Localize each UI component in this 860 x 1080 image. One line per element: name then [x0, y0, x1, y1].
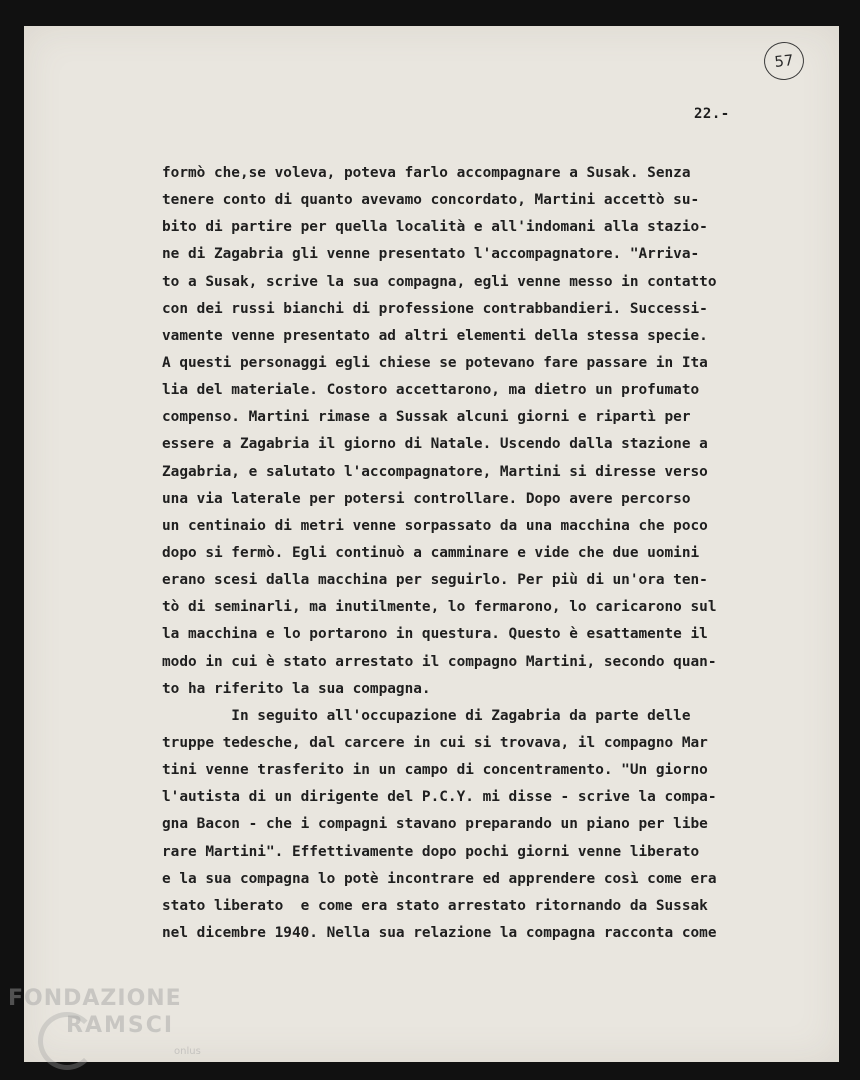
text-line: compenso. Martini rimase a Sussak alcuni giorni e ripartì per [162, 409, 691, 426]
watermark-line2: RAMSCI [66, 1013, 175, 1038]
text-line: ne di Zagabria gli venne presentato l'accompagnatore. "Arriva- [162, 246, 700, 263]
text-line: modo in cui è stato arrestato il compagno Martini, secondo quan- [162, 653, 717, 670]
text-line: un centinaio di metri venne sorpassato da una macchina che poco [162, 517, 708, 534]
text-line: e la sua compagna lo potè incontrare ed apprendere così come era [162, 870, 717, 887]
text-line: In seguito all'occupazione di Zagabria da parte delle [162, 707, 691, 724]
stamp-number: 57 [773, 51, 795, 71]
text-line: vamente venne presentato ad altri elementi della stessa specie. [162, 327, 708, 344]
text-line: truppe tedesche, dal carcere in cui si trovava, il compagno Mar [162, 734, 708, 751]
text-line: la macchina e lo portarono in questura. Questo è esattamente il [162, 626, 708, 643]
text-line: l'autista di un dirigente del P.C.Y. mi disse - scrive la compa- [162, 789, 717, 806]
text-line: to ha riferito la sua compagna. [162, 680, 431, 697]
text-line: erano scesi dalla macchina per seguirlo. Per più di un'ora ten- [162, 572, 708, 589]
watermark-line1: FONDAZIONE [8, 986, 182, 1011]
text-line: tini venne trasferito in un campo di concentramento. "Un giorno [162, 762, 708, 779]
text-line: formò che,se voleva, poteva farlo accompagnare a Susak. Senza [162, 165, 691, 181]
text-line: stato liberato e come era stato arrestato ritornando da Sussak [162, 897, 708, 914]
text-line: con dei russi bianchi di professione contrabbandieri. Successi- [162, 300, 708, 317]
text-line: lia del materiale. Costoro accettarono, ma dietro un profumato [162, 382, 700, 399]
text-line: Zagabria, e salutato l'accompagnatore, Martini si diresse verso [162, 463, 708, 480]
text-line: to a Susak, scrive la sua compagna, egli venne messo in contatto [162, 273, 717, 290]
text-line: tò di seminarli, ma inutilmente, lo fermarono, lo caricarono sul [162, 599, 717, 616]
page-number: 22.- [694, 106, 730, 122]
body-text [162, 160, 802, 947]
watermark-line3: onlus [174, 1046, 201, 1057]
text-line: bito di partire per quella località e all'indomani alla stazio- [162, 219, 708, 236]
text-line: A questi personaggi egli chiese se potevano fare passare in Ita [162, 354, 708, 371]
fondazione-gramsci-watermark [8, 986, 228, 1076]
text-line: rare Martini". Effettivamente dopo pochi giorni venne liberato [162, 843, 700, 860]
text-line: tenere conto di quanto avevamo concordato, Martini accettò su- [162, 192, 700, 209]
text-line: essere a Zagabria il giorno di Natale. Uscendo dalla stazione a [162, 436, 708, 453]
text-line: nel dicembre 1940. Nella sua relazione la compagna racconta come [162, 924, 717, 941]
text-line: gna Bacon - che i compagni stavano preparando un piano per libe [162, 816, 708, 833]
text-line: una via laterale per potersi controllare. Dopo avere percorso [162, 490, 691, 507]
text-line: dopo si fermò. Egli continuò a camminare e vide che due uomini [162, 544, 700, 561]
